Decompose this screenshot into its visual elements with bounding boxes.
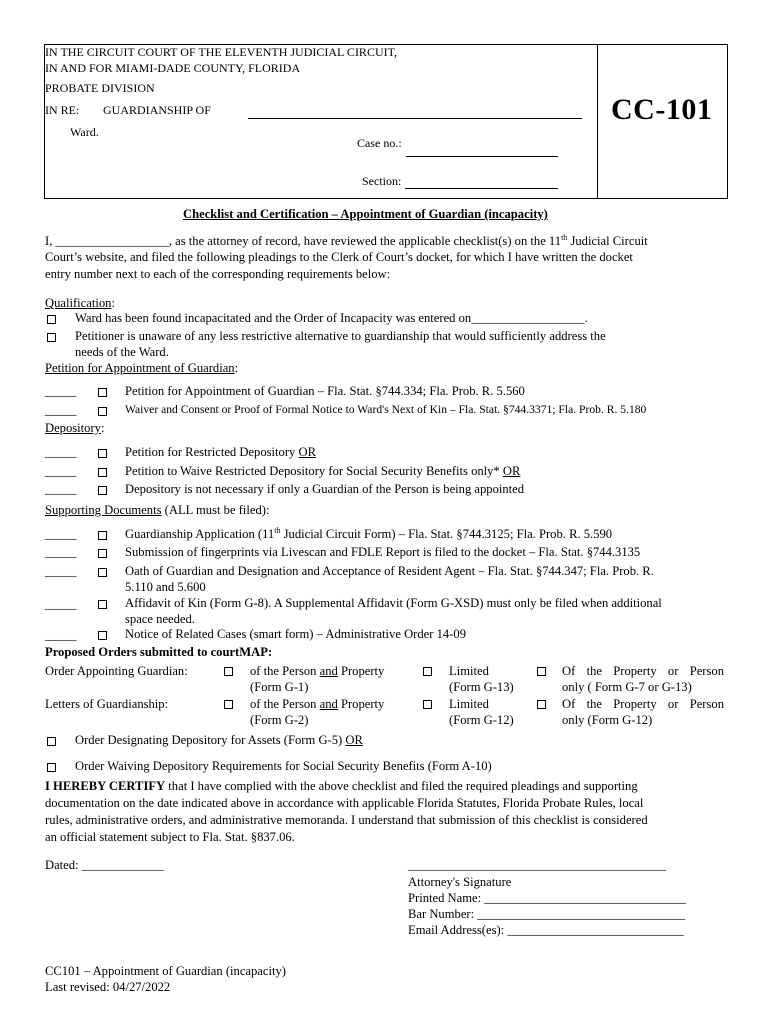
supporting-heading-note: (ALL must be filed): — [164, 503, 270, 517]
checkbox-guardianship-application[interactable] — [98, 531, 107, 540]
intro-line-1 — [45, 234, 648, 249]
checkbox-oag-property-or-person[interactable] — [537, 667, 546, 676]
supporting-item-4-line-2: space needed. — [125, 612, 195, 626]
checkbox-letters-person-property[interactable] — [224, 700, 233, 709]
court-line-2: IN AND FOR MIAMI-DADE COUNTY, FLORIDA — [45, 61, 301, 75]
intro-text-a: I, __________________, as the attorney of record, have reviewed the applicable checklist(s) on the 11 — [45, 234, 562, 248]
intro-line-2: Court’s website, and filed the following pleadings to the Clerk of Court’s docket, for which I have written the docket — [45, 250, 633, 264]
certify-line-2: documentation on the date indicated above in accordance with applicable Florida Statutes, Florida Probate Rules, local — [45, 796, 644, 810]
guardianship-of-label: GUARDIANSHIP OF — [103, 103, 211, 117]
designating-text: Order Designating Depository for Assets (Form G-5) — [75, 733, 343, 747]
checkbox-less-restrictive[interactable] — [47, 333, 56, 342]
case-no-field[interactable] — [406, 156, 558, 157]
certify-line-1-text: that I have complied with the above checklist and filed the required pleadings and supporting — [165, 779, 638, 793]
docket-blank[interactable]: _____ — [45, 403, 77, 417]
oag-form-g13: (Form G-13) — [449, 680, 514, 694]
intro-sup: th — [561, 232, 568, 242]
checkbox-waiving-depository[interactable] — [47, 763, 56, 772]
supporting-item-1-sup: th — [274, 525, 281, 535]
supporting-item-3-line-2: 5.110 and 5.600 — [125, 580, 206, 594]
oag-person-property — [250, 664, 384, 679]
checkbox-waive-depository[interactable] — [98, 468, 107, 477]
checkbox-oag-person-property[interactable] — [224, 667, 233, 676]
letters-label: Letters of Guardianship: — [45, 697, 169, 711]
certify-line-3: rules, administrative orders, and administrative memoranda. I understand that submission of this checklist is considered — [45, 813, 648, 827]
supporting-item-1-b: Judicial Circuit Form) – Fla. Stat. §744.3125; Fla. Prob. R. 5.590 — [280, 527, 613, 541]
letters-person-property — [250, 697, 384, 712]
checkbox-petition-appointment[interactable] — [98, 388, 107, 397]
depository-heading-text: Depository — [45, 421, 101, 435]
ward-label: Ward. — [70, 125, 99, 139]
supporting-item-2: Submission of fingerprints via Livescan and FDLE Report is filed to the docket – Fla. Stat. §744.3135 — [125, 545, 641, 559]
property-text: Property — [340, 664, 385, 678]
qualification-item-2-line-2: needs of the Ward. — [75, 345, 169, 359]
qualification-heading-text: Qualification — [45, 296, 112, 310]
section-field[interactable] — [405, 188, 558, 189]
designating-depository — [75, 733, 363, 748]
division: PROBATE DIVISION — [45, 81, 155, 95]
depository-item-2-text: Petition to Waive Restricted Depository for Social Security Benefits only* — [125, 464, 500, 478]
supporting-item-1 — [125, 527, 612, 542]
depository-item-1 — [125, 445, 316, 460]
attorney-signature-label: Attorney's Signature — [408, 875, 512, 889]
checkbox-notice-related-cases[interactable] — [98, 631, 107, 640]
docket-blank[interactable]: _____ — [45, 628, 77, 642]
depository-item-2 — [125, 464, 520, 479]
docket-blank[interactable]: _____ — [45, 445, 77, 459]
docket-blank[interactable]: _____ — [45, 527, 77, 541]
checkbox-oath-of-guardian[interactable] — [98, 568, 107, 577]
email-field[interactable]: Email Address(es): ____________________________ — [408, 923, 684, 937]
petition-item-1: Petition for Appointment of Guardian – Fla. Stat. §744.334; Fla. Prob. R. 5.560 — [125, 384, 525, 398]
supporting-heading-text: Supporting Documents — [45, 503, 162, 517]
form-number: CC-101 — [611, 93, 713, 126]
oag-property-form: only ( Form G-7 or G-13) — [562, 680, 692, 694]
or-label: OR — [502, 464, 521, 478]
checkbox-fingerprints[interactable] — [98, 549, 107, 558]
footer-last-revised: Last revised: 04/27/2022 — [45, 980, 171, 994]
supporting-item-1-a: Guardianship Application (11 — [125, 527, 275, 541]
court-line-1: IN THE CIRCUIT COURT OF THE ELEVENTH JUDICIAL CIRCUIT, — [45, 45, 398, 59]
section-label: Section: — [362, 174, 402, 188]
letters-form-g12: (Form G-12) — [449, 713, 514, 727]
depository-heading: Depository: — [45, 421, 105, 435]
oag-form-g1: (Form G-1) — [250, 680, 309, 694]
checkbox-letters-property-or-person[interactable] — [537, 700, 546, 709]
checkbox-designating-depository[interactable] — [47, 737, 56, 746]
person-text: of the Person — [250, 664, 317, 678]
footer-form-title: CC101 – Appointment of Guardian (incapacity) — [45, 964, 286, 978]
depository-item-3: Depository is not necessary if only a Guardian of the Person is being appointed — [125, 482, 525, 496]
supporting-item-4-line-1: Affidavit of Kin (Form G-8). A Supplemental Affidavit (Form G-XSD) must only be filed when additional — [125, 596, 662, 610]
checkbox-affidavit-of-kin[interactable] — [98, 600, 107, 609]
supporting-heading — [45, 503, 269, 518]
checkbox-ward-incapacitated[interactable] — [47, 315, 56, 324]
and-text: and — [319, 697, 338, 711]
printed-name-field[interactable]: Printed Name: ________________________________ — [408, 891, 686, 905]
certify-line-4: an official statement subject to Fla. Stat. §837.06. — [45, 830, 295, 844]
supporting-item-3-line-1: Oath of Guardian and Designation and Acceptance of Resident Agent – Fla. Stat. §744.347; Fla. Prob. R. — [125, 564, 654, 578]
property-text: Property — [340, 697, 385, 711]
person-text: of the Person — [250, 697, 317, 711]
checkbox-depository-not-necessary[interactable] — [98, 486, 107, 495]
and-text: and — [319, 664, 338, 678]
ward-name-field[interactable] — [248, 118, 582, 119]
certify-bold: I HEREBY CERTIFY — [45, 779, 166, 793]
oag-property-or-person: Of the Property or Person — [562, 664, 724, 678]
letters-property-or-person: Of the Property or Person — [562, 697, 724, 711]
or-label: OR — [345, 733, 363, 747]
caption-divider — [597, 45, 598, 198]
qualification-item-2-line-1: Petitioner is unaware of any less restrictive alternative to guardianship that would sufficiently address the — [75, 329, 606, 343]
qualification-heading: Qualification: — [45, 296, 115, 310]
petition-heading-text: Petition for Appointment of Guardian — [45, 361, 235, 375]
waiving-depository: Order Waiving Depository Requirements for Social Security Benefits (Form A-10) — [75, 759, 492, 773]
proposed-heading — [45, 645, 272, 660]
depository-item-1-text: Petition for Restricted Depository — [125, 445, 296, 459]
oag-limited: Limited — [449, 664, 489, 678]
petition-item-2: Waiver and Consent or Proof of Formal Notice to Ward's Next of Kin – Fla. Stat. §744.3371; Fla. Prob. R. 5.180 — [125, 403, 647, 416]
checkbox-oag-limited[interactable] — [423, 667, 432, 676]
docket-blank[interactable]: _____ — [45, 464, 77, 478]
docket-blank[interactable]: _____ — [45, 384, 77, 398]
case-no-label: Case no.: — [357, 136, 402, 150]
or-label: OR — [298, 445, 316, 459]
docket-blank[interactable]: _____ — [45, 597, 77, 611]
intro-line-3: entry number next to each of the corresponding requirements below: — [45, 267, 391, 281]
dated-field[interactable]: Dated: _____________ — [45, 858, 164, 872]
order-appointing-label: Order Appointing Guardian: — [45, 664, 188, 678]
docket-blank[interactable]: _____ — [45, 564, 77, 578]
checkbox-waiver-consent[interactable] — [98, 407, 107, 416]
bar-number-field[interactable]: Bar Number: _________________________________ — [408, 907, 686, 921]
checkbox-letters-limited[interactable] — [423, 700, 432, 709]
signature-line[interactable]: _________________________________________ — [408, 858, 667, 872]
letters-form-g2: (Form G-2) — [250, 713, 309, 727]
qualification-item-1: Ward has been found incapacitated and the Order of Incapacity was entered on__________________. — [75, 311, 588, 325]
proposed-heading-colon: : — [267, 645, 273, 659]
docket-blank[interactable]: _____ — [45, 545, 77, 559]
certify-line-1 — [45, 779, 638, 794]
checkbox-restricted-depository[interactable] — [98, 449, 107, 458]
petition-heading: Petition for Appointment of Guardian: — [45, 361, 239, 375]
supporting-item-5: Notice of Related Cases (smart form) – Administrative Order 14-09 — [125, 627, 466, 641]
document-title: Checklist and Certification – Appointment of Guardian (incapacity) — [183, 207, 548, 221]
docket-blank[interactable]: _____ — [45, 482, 77, 496]
in-re-label: IN RE: — [45, 103, 80, 117]
letters-limited: Limited — [449, 697, 489, 711]
proposed-heading-text: Proposed Orders submitted to courtMAP — [45, 645, 268, 659]
intro-text-b: Judicial Circuit — [567, 234, 648, 248]
letters-property-form: only (Form G-12) — [562, 713, 653, 727]
